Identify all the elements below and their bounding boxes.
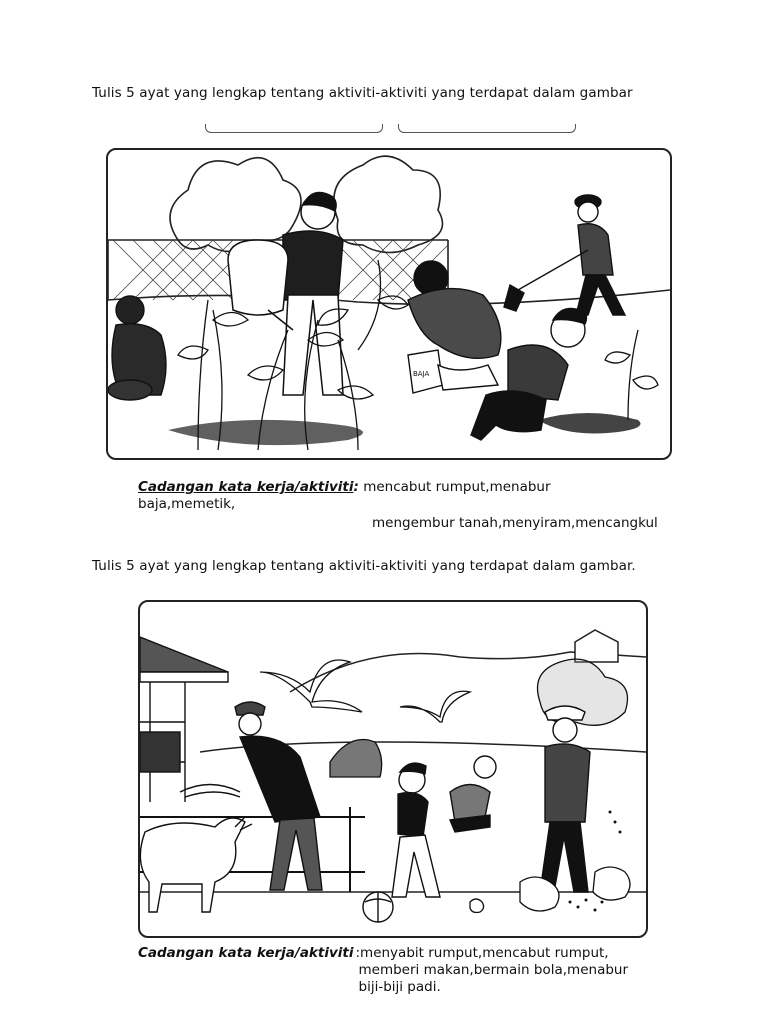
exercise1-instruction: Tulis 5 ayat yang lengkap tentang aktiviti-aktiviti yang terdapat dalam gambar (92, 85, 633, 101)
caption1-line1: mencabut rumput,menabur (358, 479, 551, 495)
caption2-heading: Cadangan kata kerja/aktiviti (138, 945, 354, 961)
caption1-line2: baja,memetik, (138, 496, 236, 512)
exercise2-caption (138, 945, 678, 996)
caption2-line1: :menyabit rumput,mencabut rumput, (355, 945, 609, 961)
boy-playing-ball (363, 763, 440, 922)
caption1-heading: Cadangan kata kerja/aktiviti (138, 479, 354, 495)
caption1-line3: mengembur tanah,menyiram,mencangkul (372, 515, 658, 531)
fertilizer-bag-label: BAJA (413, 370, 430, 378)
goats (140, 817, 252, 912)
exercise2-instruction: Tulis 5 ayat yang lengkap tentang aktiviti-aktiviti yang terdapat dalam gambar. (92, 558, 636, 574)
woman-sitting (108, 296, 166, 400)
man-watering (228, 193, 343, 396)
exercise1-caption (138, 479, 678, 532)
garden-illustration (106, 148, 672, 460)
man-hoeing (504, 195, 625, 315)
caption2-line3: biji-biji padi. (358, 979, 441, 995)
man-feeding-chickens (540, 706, 590, 892)
farm-illustration (138, 600, 648, 938)
woman-fertilizing (408, 261, 501, 393)
caption2-line2: memberi makan,bermain bola,menabur (358, 962, 629, 978)
caption1-colon: : (353, 479, 359, 495)
